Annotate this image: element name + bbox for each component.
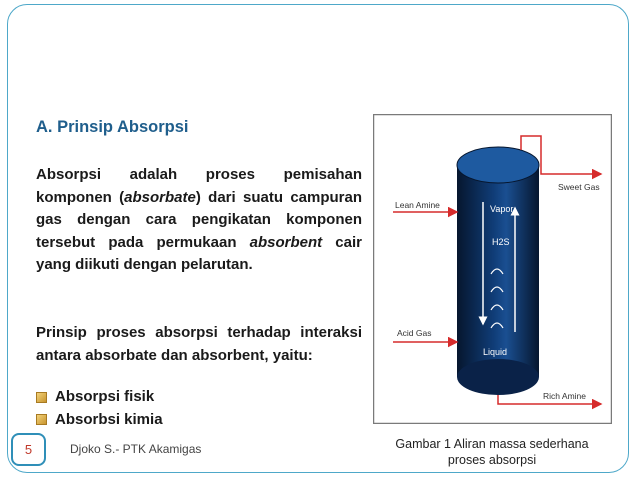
sweet-gas-label: Sweet Gas — [558, 182, 600, 192]
column-vessel — [457, 147, 539, 395]
paragraph-text: cair yang diikuti dengan pelarutan. — [36, 233, 363, 273]
acid-gas-label: Acid Gas — [397, 328, 432, 338]
term-absorbate: absorbate — [124, 188, 196, 206]
bullet-item — [36, 409, 362, 432]
term-absorbent: absorbent — [249, 233, 323, 251]
square-bullet-icon — [36, 414, 47, 425]
caption-line: Gambar 1 Aliran massa sederhana — [395, 437, 589, 451]
bullet-label: Absorpsi fisik — [55, 388, 155, 405]
absorption-column-diagram — [373, 114, 612, 424]
footer-author: Djoko S.- PTK Akamigas — [70, 442, 202, 456]
bullet-label: Absorbsi kimia — [55, 410, 163, 428]
figure-caption — [378, 436, 606, 468]
section-heading: A. Prinsip Absorpsi — [36, 118, 189, 136]
rich-amine-label: Rich Amine — [543, 391, 586, 401]
square-bullet-icon — [36, 392, 47, 403]
vapor-label: Vapor — [490, 204, 514, 214]
page-number-badge — [11, 433, 46, 466]
paragraph-text: Absorpsi adalah proses pemisahan komponen ( — [36, 166, 362, 206]
bullet-list — [36, 386, 362, 431]
paragraph-principle: Prinsip proses absorpsi terhadap interaksi antara absorbate dan absorbent, yaitu: — [36, 324, 362, 364]
caption-line: proses absorpsi — [447, 453, 537, 467]
liquid-label: Liquid — [483, 347, 508, 357]
bullet-item — [36, 386, 362, 409]
h2s-label: H2S — [492, 237, 510, 247]
lean-amine-label: Lean Amine — [395, 200, 440, 210]
paragraph-text: ) dari suatu campuran gas dengan cara pengikatan komponen tersebut pada permukaan — [36, 188, 363, 251]
page-number: 5 — [24, 442, 33, 457]
paragraph-definition — [36, 164, 362, 277]
